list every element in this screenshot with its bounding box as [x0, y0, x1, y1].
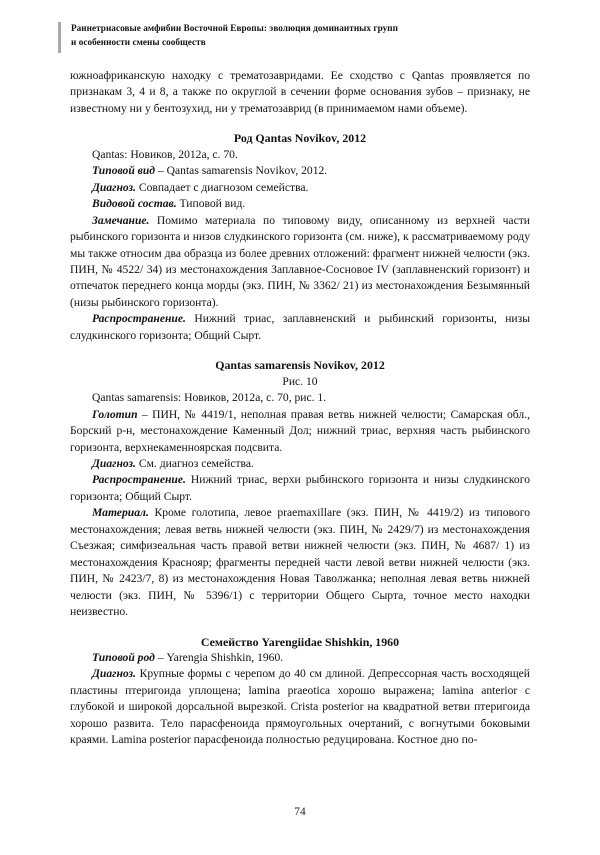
genus-synonymy: Qantas: Новиков, 2012а, с. 70. — [92, 147, 238, 161]
genus-remark — [70, 213, 530, 312]
genus-diagnosis-label: Диагноз. — [92, 180, 136, 194]
species-material — [70, 505, 530, 620]
genus-species-composition — [70, 196, 530, 212]
species-material-label: Материал. — [92, 506, 149, 520]
genus-heading: Род Qantas Novikov, 2012 — [233, 131, 367, 146]
family-type-genus-text: – Yarengia Shishkin, 1960. — [154, 650, 284, 664]
family-diagnosis-text: Крупные формы с черепом до 40 см длиной. Депрессорная часть восходящей пластины птеригоида уплощена; lamina praeotica хорошо выражена; lamina anterior с глубокой и широкой дорсальной вырезкой. Crista posterior на квадратной ветви птеригоида хорошо развита. Тело парасфеноида прямоугольных очертаний, с вогнутыми боковыми краями. Lamina posterior парасфеноида полностью редуцирована. Костное дно по- — [70, 667, 530, 747]
species-material-text: Кроме голотипа, левое praemaxillare (экз. ПИН, № 4419/2) из типового местонахождения; левая ветвь нижней челюсти (экз. ПИН, № 2429/7) из местонахождения Съезжая; симфизеальная часть правой ветви нижней челюсти (экз. ПИН, № 4687/ 1) из местонахождения Краснояр; фрагменты передней части левой ветви нижней челюсти (экз. ПИН, № 2423/7, 8) из местонахождения Новая Таволжанка; неполная левая ветвь нижней челюсти (экз. ПИН, № 5396/1) с территории Общего Сырта, точное место находки неизвестно. — [70, 506, 530, 619]
genus-distribution-label: Распространение. — [92, 312, 186, 326]
genus-type-species-label: Типовой вид — [92, 164, 156, 178]
page-body — [70, 68, 530, 749]
family-diagnosis — [70, 666, 530, 748]
spacer — [70, 117, 530, 130]
running-head-rule — [58, 22, 61, 53]
spacer — [70, 344, 530, 357]
species-holotype-label: Голотип — [92, 407, 138, 421]
species-heading: Qantas samarensis Novikov, 2012 — [215, 358, 385, 373]
running-head-line-1: Раннетриасовые амфибии Восточной Европы: эволюция доминантных групп — [71, 23, 398, 33]
species-figure-reference: Рис. 10 — [282, 374, 318, 388]
genus-distribution-text: Нижний триас, заплавненский и рыбинский горизонты, низы слудкинского горизонта; Общий Сырт. — [70, 312, 530, 342]
species-holotype-text: – ПИН, № 4419/1, неполная правая ветвь нижней челюсти; Самарская обл., Борский р-н, местонахождение Каменный Дол; нижний триас, верхняя часть рыбинского горизонта, верхнекаменноярская подсвита. — [70, 407, 530, 454]
species-distribution-text: Нижний триас, верхи рыбинского горизонта и низы слудкинского горизонта; Общий Сырт. — [70, 473, 530, 503]
genus-species-composition-label: Видовой состав. — [92, 197, 177, 211]
family-type-genus — [70, 650, 530, 666]
genus-diagnosis-text: Совпадает с диагнозом семейства. — [135, 180, 309, 194]
genus-remark-text: Помимо материала по типовому виду, описанному из верхней части рыбинского горизонта и низов слудкинского горизонта (см. ниже), к рассматриваемому роду мы также относим два образца из более древних отложений: фрагмент нижней челюсти (экз. ПИН, № 4522/ 34) из местонахождения Заплавное-Сосновое IV (заплавненский горизонт) и отпечаток переднего конца морды (экз. ПИН, № 3362/ 21) из местонахождения Безымянный (низы рыбинского горизонта). — [70, 213, 530, 309]
genus-diagnosis — [70, 180, 530, 196]
running-head-text — [71, 22, 398, 50]
genus-distribution — [70, 311, 530, 344]
species-diagnosis-text: См. диагноз семейства. — [135, 456, 254, 470]
species-distribution-label: Распространение. — [92, 473, 186, 487]
species-distribution — [70, 472, 530, 505]
genus-type-species-text: – Qantas samarensis Novikov, 2012. — [155, 164, 328, 178]
family-diagnosis-label: Диагноз. — [92, 667, 136, 681]
running-head — [58, 22, 530, 53]
paragraph-intro: южноафриканскую находку с трематозавридами. Ее сходство с Qantas проявляется по признакам 3, 4 и 8, а также по округлой в сечении форме основания зубов – признаку, не известному ни у бентозухид, ни у трематозаврид (в принимаемом нами объеме). — [70, 69, 530, 115]
spacer — [70, 621, 530, 634]
family-type-genus-label: Типовой род — [92, 650, 155, 664]
species-diagnosis — [70, 456, 530, 472]
running-head-line-2: и особенности смены сообществ — [71, 36, 206, 47]
genus-species-composition-text: Типовой вид. — [176, 197, 246, 211]
species-synonymy: Qantas samarensis: Новиков, 2012а, с. 70, рис. 1. — [92, 391, 327, 405]
species-diagnosis-label: Диагноз. — [92, 456, 136, 470]
genus-type-species — [70, 163, 530, 179]
family-heading: Семейство Yarengiidae Shishkin, 1960 — [200, 634, 400, 649]
species-holotype — [70, 407, 530, 456]
page-number: 74 — [294, 806, 306, 818]
genus-remark-label: Замечание. — [92, 213, 150, 227]
